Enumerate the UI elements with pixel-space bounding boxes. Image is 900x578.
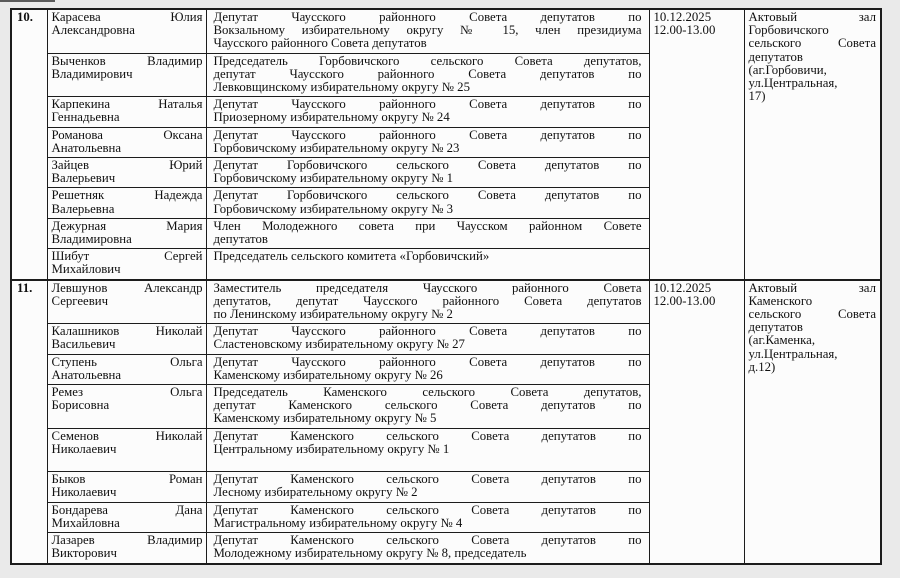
text-line: депутатов bbox=[213, 232, 268, 247]
venue-cell bbox=[744, 280, 881, 564]
text-line: 12.00-13.00 bbox=[653, 293, 716, 308]
text-line: 10.12.2025 bbox=[653, 280, 712, 295]
position-cell bbox=[206, 218, 649, 248]
row-number: 11. bbox=[17, 280, 33, 295]
text-line: Шибут Сергей bbox=[51, 249, 203, 264]
text-line: Выченков Владимир bbox=[51, 53, 203, 68]
text-line: Актовый зал bbox=[748, 10, 876, 24]
deputy-name-cell bbox=[47, 158, 206, 188]
text-line: депутатов bbox=[748, 320, 803, 335]
position-cell bbox=[206, 280, 649, 324]
text-line: Быков Роман bbox=[51, 472, 203, 487]
text-line: Карасева Юлия bbox=[51, 10, 203, 24]
text-line: Депутат Горбовичского сельского Совета депутатов по bbox=[213, 158, 642, 173]
text-line: Калашников Николай bbox=[51, 324, 203, 339]
position-cell bbox=[206, 354, 649, 384]
text-line: депутат Каменского сельского Совета депутатов по bbox=[213, 398, 642, 413]
text-line: Горбовичскому избирательному округу № 23 bbox=[213, 140, 460, 155]
text-line: Валерьевна bbox=[51, 201, 115, 216]
text-line: Вокзальному избирательному округу № 15, член президиума bbox=[213, 23, 642, 38]
text-line: Депутат Каменского сельского Совета депутатов по bbox=[213, 428, 642, 443]
text-line: Депутат Каменского сельского Совета депутатов по bbox=[213, 533, 642, 548]
text-line: Анатольевна bbox=[51, 140, 122, 155]
text-line: Левковщинскому избирательному округу № 25 bbox=[213, 80, 470, 95]
text-line: Депутат Чаусского районного Совета депутатов по bbox=[213, 127, 642, 142]
text-line: 12.00-13.00 bbox=[653, 23, 716, 38]
text-line: Дежурная Мария bbox=[51, 218, 203, 233]
page-cut-artifact bbox=[0, 0, 55, 2]
text-line: д.12) bbox=[748, 359, 776, 374]
text-line: Бондарева Дана bbox=[51, 502, 203, 517]
deputy-name-cell bbox=[47, 97, 206, 127]
text-line: Председатель сельского комитета «Горбовичский» bbox=[213, 249, 490, 264]
deputy-name-cell bbox=[47, 127, 206, 157]
text-line: Михайлович bbox=[51, 262, 121, 277]
text-line: Член Молодежного совета при Чаусском районном Совете bbox=[213, 218, 642, 233]
text-line: Горбовичского bbox=[748, 23, 829, 38]
position-cell bbox=[206, 533, 649, 564]
deputy-name-cell bbox=[47, 428, 206, 472]
text-line: Чаусского районного Совета депутатов bbox=[213, 36, 427, 51]
text-line: (аг.Каменка, bbox=[748, 333, 816, 348]
text-line: по Ленинскому избирательному округу № 2 bbox=[213, 307, 453, 322]
deputy-name-cell bbox=[47, 9, 206, 53]
text-line bbox=[214, 456, 642, 469]
text-line: Романова Оксана bbox=[51, 127, 203, 142]
text-line: Заместитель председателя Чаусского районного Совета bbox=[213, 280, 642, 295]
position-cell bbox=[206, 385, 649, 429]
text-line: Горбовичскому избирательному округу № 1 bbox=[213, 171, 454, 186]
position-cell bbox=[206, 127, 649, 157]
deputy-name-cell bbox=[47, 53, 206, 97]
text-line: 10.12.2025 bbox=[653, 10, 712, 24]
deputy-name-cell bbox=[47, 354, 206, 384]
text-line: Депутат Каменского сельского Совета депутатов по bbox=[213, 502, 642, 517]
schedule-table-body bbox=[11, 9, 881, 564]
text-line: Каменского bbox=[748, 293, 813, 308]
text-line: Председатель Каменского сельского Совета депутатов, bbox=[213, 385, 642, 400]
text-line: Ступень Ольга bbox=[51, 354, 203, 369]
deputy-row bbox=[11, 280, 881, 324]
text-line: Депутат Чаусского районного Совета депутатов по bbox=[213, 354, 642, 369]
text-line: Депутат Каменского сельского Совета депутатов по bbox=[213, 472, 642, 487]
text-line: Анатольевна bbox=[51, 367, 122, 382]
text-line: Карпекина Наталья bbox=[51, 97, 203, 112]
text-line: Зайцев Юрий bbox=[51, 158, 203, 173]
deputy-name-cell bbox=[47, 249, 206, 280]
row-number-cell bbox=[11, 9, 47, 280]
text-line: Лесному избирательному округу № 2 bbox=[213, 485, 418, 500]
text-line: Лазарев Владимир bbox=[51, 533, 203, 548]
text-line: Владимирович bbox=[51, 66, 133, 81]
text-line: Геннадьевна bbox=[51, 110, 120, 125]
text-line: Сластеновскому избирательному округу № 27 bbox=[213, 337, 465, 352]
text-line: Горбовичскому избирательному округу № 3 bbox=[213, 201, 454, 216]
deputy-row bbox=[11, 9, 881, 53]
text-line: Васильевич bbox=[51, 337, 116, 352]
text-line: Валерьевич bbox=[51, 171, 116, 186]
deputy-name-cell bbox=[47, 472, 206, 502]
position-cell bbox=[206, 324, 649, 354]
text-line: Ремез Ольга bbox=[51, 385, 203, 400]
position-cell bbox=[206, 188, 649, 218]
text-line: Каменскому избирательному округу № 5 bbox=[213, 411, 437, 426]
text-line: Решетняк Надежда bbox=[51, 188, 203, 203]
text-line: Депутат Чаусского районного Совета депутатов по bbox=[213, 10, 642, 24]
text-line: Владимировна bbox=[51, 232, 132, 247]
deputy-name-cell bbox=[47, 280, 206, 324]
text-line: Сергеевич bbox=[51, 293, 109, 308]
text-line: Семенов Николай bbox=[51, 428, 203, 443]
position-cell bbox=[206, 53, 649, 97]
position-cell bbox=[206, 97, 649, 127]
row-number: 10. bbox=[17, 10, 33, 24]
date-time-cell bbox=[649, 280, 744, 564]
date-time-cell bbox=[649, 9, 744, 280]
text-line: Председатель Горбовичского сельского Совета депутатов, bbox=[213, 53, 642, 68]
deputy-name-cell bbox=[47, 385, 206, 429]
text-line: ул.Центральная, bbox=[748, 346, 838, 361]
deputy-name-cell bbox=[47, 502, 206, 532]
text-line: депутат Чаусского районного Совета депутатов по bbox=[213, 66, 642, 81]
text-line: 17) bbox=[748, 89, 766, 104]
position-cell bbox=[206, 9, 649, 53]
text-line: Депутат Горбовичского сельского Совета депутатов по bbox=[213, 188, 642, 203]
text-line: Депутат Чаусского районного Совета депутатов по bbox=[213, 324, 642, 339]
text-line: Приозерному избирательному округу № 24 bbox=[213, 110, 450, 125]
text-line: (аг.Горбовичи, bbox=[748, 62, 827, 77]
deputy-name-cell bbox=[47, 188, 206, 218]
venue-cell bbox=[744, 9, 881, 280]
row-number-cell bbox=[11, 280, 47, 564]
deputy-name-cell bbox=[47, 324, 206, 354]
position-cell bbox=[206, 249, 649, 280]
text-line: Николаевич bbox=[51, 485, 117, 500]
text-line: Михайловна bbox=[51, 515, 120, 530]
text-line: депутатов, депутат Чаусского районного Совета депутатов bbox=[213, 293, 642, 308]
text-line: Викторович bbox=[51, 546, 117, 561]
position-cell bbox=[206, 428, 649, 472]
text-line: Левшунов Александр bbox=[51, 280, 203, 295]
text-line: Актовый зал bbox=[748, 280, 876, 295]
text-line: Магистральному избирательному округу № 4 bbox=[213, 515, 463, 530]
deputy-name-cell bbox=[47, 533, 206, 564]
position-cell bbox=[206, 472, 649, 502]
text-line: сельского Совета bbox=[748, 307, 876, 322]
text-line: Николаевич bbox=[51, 441, 117, 456]
text-line: Борисовна bbox=[51, 398, 110, 413]
text-line: Александровна bbox=[51, 23, 135, 38]
text-line: Каменскому избирательному округу № 26 bbox=[213, 367, 443, 382]
text-line: депутатов bbox=[748, 49, 803, 64]
text-line: Центральному избирательному округу № 1 bbox=[213, 441, 450, 456]
position-cell bbox=[206, 158, 649, 188]
deputy-name-cell bbox=[47, 218, 206, 248]
text-line: Депутат Чаусского районного Совета депутатов по bbox=[213, 97, 642, 112]
deputies-schedule-table bbox=[10, 8, 882, 565]
text-line: Молодежному избирательному округу № 8, председатель bbox=[213, 546, 527, 561]
position-cell bbox=[206, 502, 649, 532]
text-line: ул.Центральная, bbox=[748, 76, 838, 91]
text-line: сельского Совета bbox=[748, 36, 876, 51]
